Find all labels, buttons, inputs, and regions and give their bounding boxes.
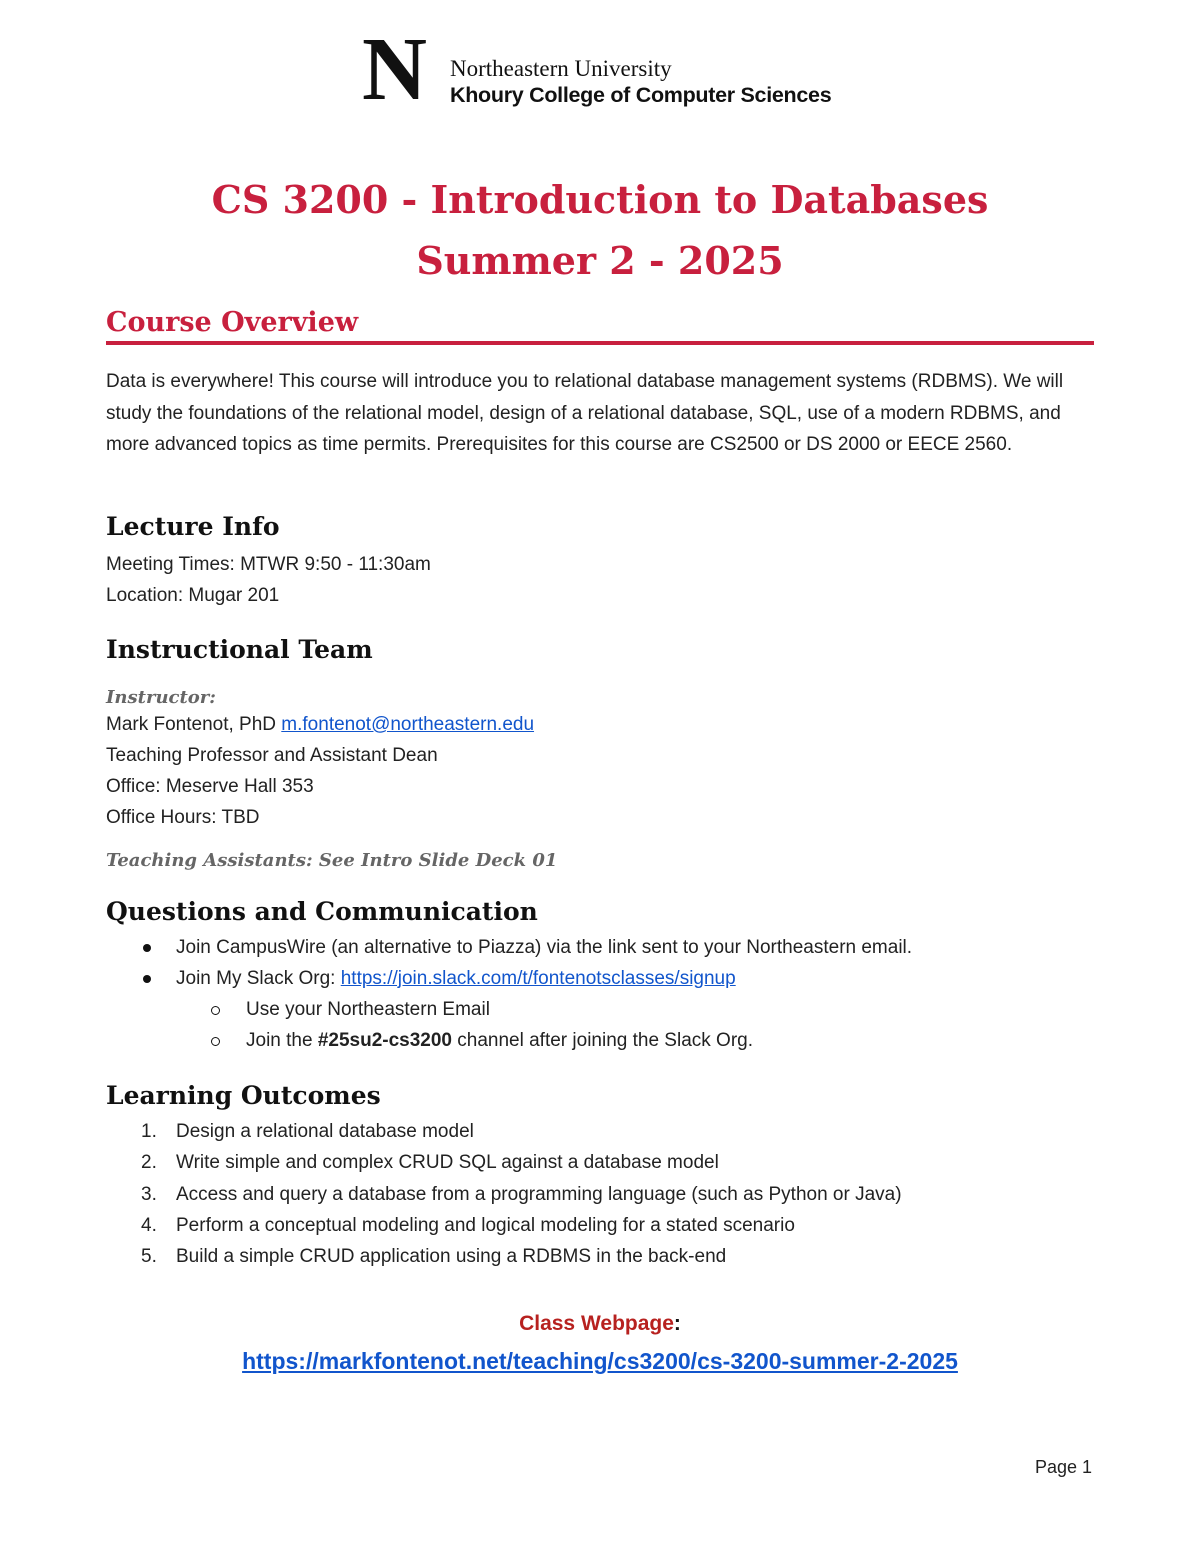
location: Location: Mugar 201 <box>106 585 280 606</box>
meeting-times: Meeting Times: MTWR 9:50 - 11:30am <box>106 554 431 575</box>
slack-email-item: Use your Northeastern Email <box>246 999 490 1020</box>
questions-heading: Questions and Communication <box>106 897 538 926</box>
channel-suffix: channel after joining the Slack Org. <box>452 1030 754 1051</box>
outcome-item: Design a relational database model <box>176 1121 474 1142</box>
lecture-heading: Lecture Info <box>106 512 280 541</box>
university-name: Northeastern University <box>450 56 672 81</box>
university-logo <box>362 20 862 119</box>
bullet-icon <box>143 944 151 952</box>
instructor-office: Office: Meserve Hall 353 <box>106 776 314 797</box>
outcome-number: 1. <box>141 1121 157 1142</box>
overview-heading: Course Overview <box>106 307 359 338</box>
overview-divider <box>106 341 1094 345</box>
course-title: CS 3200 - Introduction to Databases <box>211 177 989 222</box>
slack-item <box>176 966 736 992</box>
sub-bullet-icon <box>211 1006 220 1015</box>
outcome-number: 3. <box>141 1184 157 1205</box>
class-webpage-link[interactable]: https://markfontenot.net/teaching/cs3200/cs-3200-summer-2-2025 <box>242 1348 958 1374</box>
outcome-item: Write simple and complex CRUD SQL against a database model <box>176 1152 719 1173</box>
outcome-item: Perform a conceptual modeling and logical modeling for a stated scenario <box>176 1215 795 1236</box>
outcome-number: 5. <box>141 1246 157 1267</box>
instructor-title: Teaching Professor and Assistant Dean <box>106 745 438 766</box>
instructor-email-link[interactable]: m.fontenot@northeastern.edu <box>281 714 535 735</box>
instructor-label: Instructor: <box>106 687 216 708</box>
logo-letter: N <box>362 20 425 119</box>
instructor-line <box>106 712 534 738</box>
channel-prefix: Join the <box>246 1030 318 1051</box>
outcome-number: 2. <box>141 1152 157 1173</box>
outcome-item: Build a simple CRUD application using a RDBMS in the back-end <box>176 1246 727 1267</box>
webpage-label-text: Class Webpage <box>519 1312 674 1335</box>
course-term: Summer 2 - 2025 <box>416 238 784 283</box>
campuswire-item: Join CampusWire (an alternative to Piazza) via the link sent to your Northeastern email. <box>176 937 913 958</box>
college-name: Khoury College of Computer Sciences <box>450 83 832 107</box>
page-number: Page 1 <box>1034 1457 1092 1477</box>
slack-label: Join My Slack Org: <box>176 968 341 989</box>
class-webpage-row <box>0 1346 1200 1376</box>
office-hours: Office Hours: TBD <box>106 807 260 828</box>
channel-name: #25su2-cs3200 <box>317 1030 452 1051</box>
class-webpage-label <box>0 1310 1200 1338</box>
slack-channel-item <box>246 1028 753 1054</box>
bullet-icon <box>143 975 151 983</box>
instructor-name: Mark Fontenot, PhD <box>106 714 282 735</box>
outcome-number: 4. <box>141 1215 157 1236</box>
sub-bullet-icon <box>211 1037 220 1046</box>
teaching-assistants: Teaching Assistants: See Intro Slide Deck 01 <box>106 850 558 871</box>
team-heading: Instructional Team <box>106 635 373 664</box>
webpage-label-colon: : <box>673 1312 681 1335</box>
overview-paragraph: Data is everywhere! This course will introduce you to relational database management systems (RDBMS). We will study the foundations of the relational model, design of a relational database, SQL, use of a modern RDBMS, and more advanced topics as time permits. Prerequisites for this course are CS2500 or DS 2000 or EECE 2560. <box>106 371 1064 455</box>
slack-signup-link[interactable]: https://join.slack.com/t/fontenotsclasses/signup <box>340 968 736 989</box>
outcome-item: Access and query a database from a programming language (such as Python or Java) <box>176 1184 902 1205</box>
outcomes-heading: Learning Outcomes <box>106 1081 381 1110</box>
